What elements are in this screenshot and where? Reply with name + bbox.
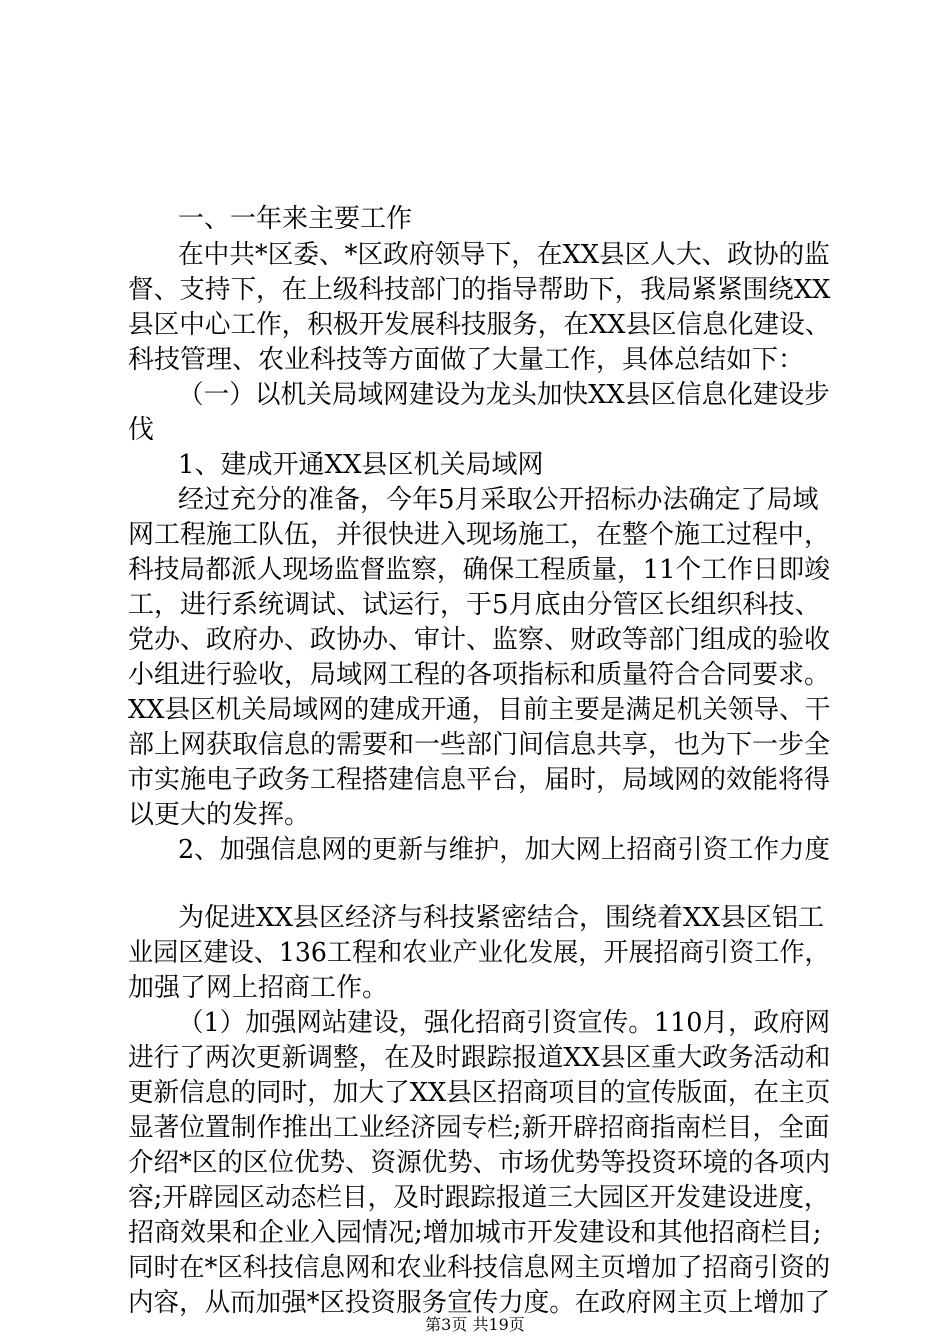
paragraph-line: 同时在*区科技信息网和农业科技信息网主页增加了招商引资的: [128, 1253, 831, 1283]
section-heading: 一、一年来主要工作: [178, 204, 413, 234]
paragraph-line: 加强了网上招商工作。: [128, 973, 389, 1003]
paragraph-line: 更新信息的同时，加大了XX县区招商项目的宣传版面，在主页: [128, 1078, 831, 1108]
paragraph-line: 党办、政府办、政协办、审计、监察、财政等部门组成的验收: [128, 625, 831, 655]
paragraph-line: 介绍*区的区位优势、资源优势、市场优势等投资环境的各项内: [128, 1148, 831, 1178]
paragraph-line: 小组进行验收，局域网工程的各项指标和质量符合合同要求。: [128, 660, 831, 690]
subsection-heading-cont: 伐: [128, 415, 155, 445]
paragraph-line: 县区中心工作，积极开发展科技服务，在XX县区信息化建设、: [128, 310, 831, 340]
paragraph-line: 科技管理、农业科技等方面做了大量工作，具体总结如下：: [128, 345, 805, 375]
paragraph-line: 内容，从而加强*区投资服务宣传力度。在政府网主页上增加了: [128, 1288, 831, 1318]
paragraph-line: 进行了两次更新调整，在及时跟踪报道XX县区重大政务活动和: [128, 1043, 831, 1073]
paragraph-line: 招商效果和企业入园情况;增加城市开发建设和其他招商栏目;: [128, 1218, 822, 1248]
paragraph-line: 在中共*区委、*区政府领导下，在XX县区人大、政协的监: [178, 240, 830, 270]
paragraph-line: （1）加强网站建设，强化招商引资宣传。110月，政府网: [178, 1008, 831, 1038]
item-heading: 2、加强信息网的更新与维护，加大网上招商引资工作力度: [178, 835, 830, 865]
paragraph-line: 显著位置制作推出工业经济园专栏;新开辟招商指南栏目，全面: [128, 1113, 830, 1143]
paragraph-line: 工，进行系统调试、试运行，于5月底由分管区长组织科技、: [128, 590, 821, 620]
paragraph-line: 科技局都派人现场监督监察，确保工程质量，11个工作日即竣: [128, 555, 831, 585]
paragraph-line: 督、支持下，在上级科技部门的指导帮助下，我局紧紧围绕XX: [128, 275, 831, 305]
paragraph-line: 部上网获取信息的需要和一些部门间信息共享，也为下一步全: [128, 730, 831, 760]
item-heading: 1、建成开通XX县区机关局域网: [178, 450, 544, 480]
paragraph-line: 市实施电子政务工程搭建信息平台，届时，局域网的效能将得: [128, 765, 831, 795]
paragraph-line: 容;开辟园区动态栏目，及时跟踪报道三大园区开发建设进度，: [128, 1183, 830, 1213]
paragraph-line: 网工程施工队伍，并很快进入现场施工，在整个施工过程中，: [128, 520, 831, 550]
subsection-heading: （一）以机关局域网建设为龙头加快XX县区信息化建设步: [178, 380, 830, 410]
paragraph-line: 以更大的发挥。: [128, 800, 311, 830]
paragraph-line: 为促进XX县区经济与科技紧密结合，围绕着XX县区铝工: [178, 903, 825, 933]
paragraph-line: 业园区建设、136工程和农业产业化发展，开展招商引资工作，: [128, 938, 830, 968]
paragraph-line: 经过充分的准备，今年5月采取公开招标办法确定了局域: [178, 485, 819, 515]
paragraph-line: XX县区机关局域网的建成开通，目前主要是满足机关领导、干: [128, 695, 831, 725]
page-footer: 第3页 共19页: [425, 1315, 525, 1334]
